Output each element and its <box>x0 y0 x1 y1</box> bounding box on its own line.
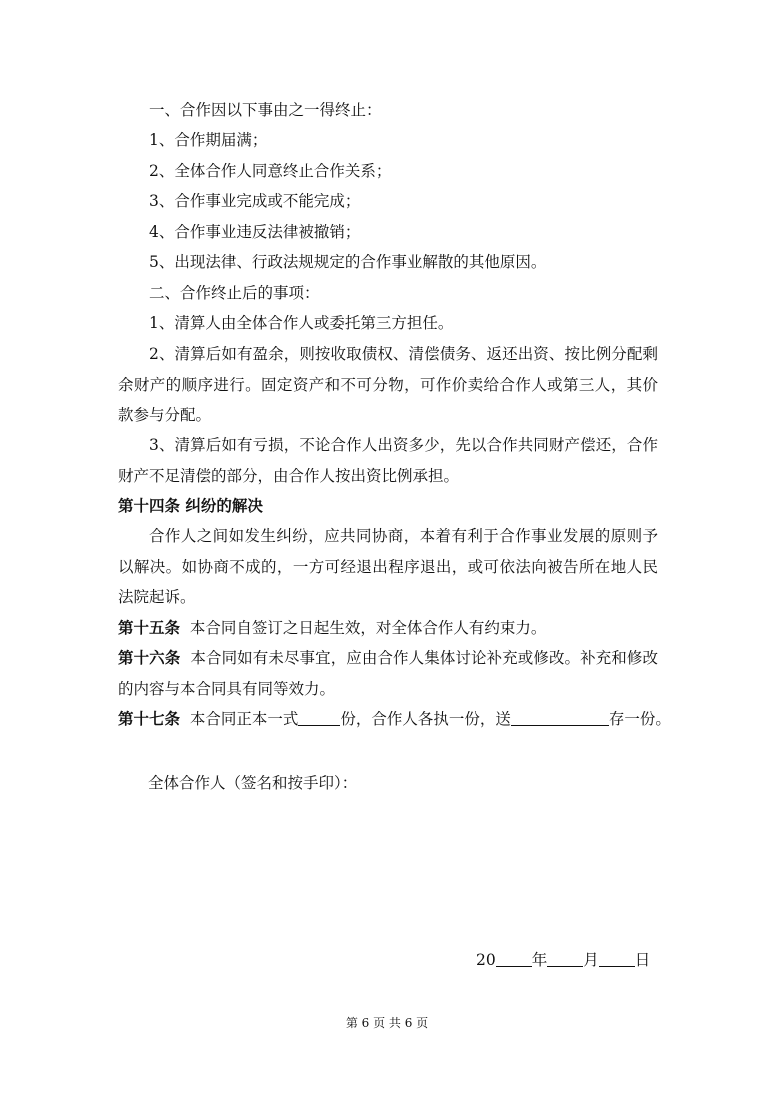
after-termination-item-3: 3、清算后如有亏损，不论合作人出资多少，先以合作共同财产偿还，合作财产不足清偿的部分，由合作人按出资比例承担。 <box>118 436 658 485</box>
termination-item-1: 1、合作期届满； <box>149 131 268 149</box>
termination-item-5: 5、出现法律、行政法规规定的合作事业解散的其他原因。 <box>149 253 547 271</box>
article16-body: 本合同如有未尽事宜，应由合作人集体讨论补充或修改。补充和修改的内容与本合同具有同等效力。 <box>118 649 658 698</box>
signature-label: 全体合作人（签名和按手印）： <box>148 774 358 792</box>
date-year-prefix: 20 <box>476 951 496 969</box>
recipient-blank[interactable] <box>511 710 609 727</box>
article16 <box>118 643 658 704</box>
date-day-label: 日 <box>634 951 651 969</box>
date-day-blank[interactable] <box>599 951 635 968</box>
termination-item-2: 2、全体合作人同意终止合作关系； <box>149 162 392 180</box>
date-month-label: 月 <box>583 951 599 969</box>
article17-text-2: 份，合作人各执一份，送 <box>340 710 511 728</box>
date-year-blank[interactable] <box>496 951 532 968</box>
article17-label: 第十七条 <box>118 710 181 728</box>
date-line <box>476 945 650 975</box>
after-termination-item-2: 2、清算后如有盈余，则按收取债权、清偿债务、返还出资、按比例分配剩余财产的顺序进行。固定资产和不可分物，可作价卖给合作人或第三人，其价款参与分配。 <box>118 345 658 424</box>
article14-body: 合作人之间如发生纠纷，应共同协商，本着有利于合作事业发展的原则予以解决。如协商不成的，一方可经退出程序退出，或可依法向被告所在地人民法院起诉。 <box>118 527 658 606</box>
after-termination-item-1: 1、清算人由全体合作人或委托第三方担任。 <box>149 314 454 332</box>
termination-heading: 一、合作因以下事由之一得终止： <box>149 101 382 119</box>
article15-body: 本合同自签订之日起生效，对全体合作人有约束力。 <box>189 619 547 637</box>
termination-item-4: 4、合作事业违反法律被撤销； <box>149 223 361 241</box>
termination-item-3: 3、合作事业完成或不能完成； <box>149 192 361 210</box>
article15-label: 第十五条 <box>118 619 181 637</box>
page-footer: 第 6 页 共 6 页 <box>345 1016 429 1030</box>
date-month-blank[interactable] <box>547 951 583 968</box>
article15 <box>118 613 658 644</box>
article17 <box>118 704 671 735</box>
article16-label: 第十六条 <box>118 649 181 667</box>
copies-count-blank[interactable] <box>298 710 340 727</box>
after-termination-heading: 二、合作终止后的事项： <box>149 284 320 302</box>
article17-text-1: 本合同正本一式 <box>189 710 299 728</box>
article17-text-3: 存一份。 <box>608 710 671 728</box>
article14-title: 第十四条 纠纷的解决 <box>118 497 263 515</box>
date-year-label: 年 <box>531 951 548 969</box>
